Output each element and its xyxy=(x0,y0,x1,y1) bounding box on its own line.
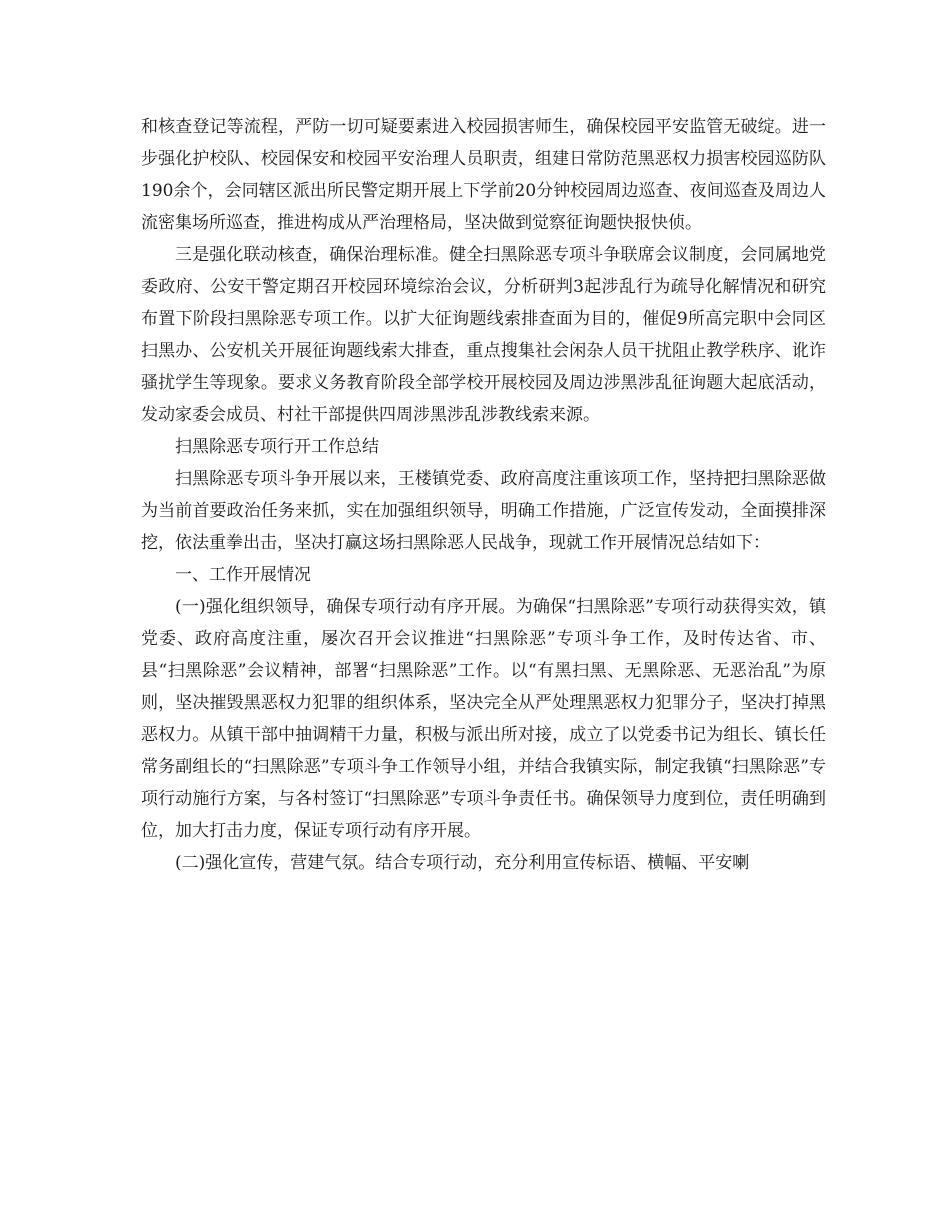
paragraph-joint-inspection: 三是强化联动核查，确保治理标准。健全扫黑除恶专项斗争联席会议制度，会同属地党委政府、公安干警定期召开校园环境综治会议，分析研判3起涉乱行为疏导化解情况和研究布置下阶段扫黑除恶专项工作。以扩大征询题线索排查面为目的，催促9所高完职中会同区扫黑办、公安机关开展征询题线索大排查，重点搜集社会闲杂人员干扰阻止教学秩序、讹诈骚扰学生等现象。要求义务教育阶段全部学校开展校园及周边涉黑涉乱征询题大起底活动，发动家委会成员、村社干部提供四周涉黑涉乱涉教线索来源。 xyxy=(141,245,826,425)
section-title: 扫黑除恶专项行开工作总结 xyxy=(175,437,379,457)
paragraph-publicity: (二)强化宣传，营建气氛。结合专项行动，充分利用宣传标语、横幅、平安喇 xyxy=(175,853,750,873)
paragraph-introduction: 扫黑除恶专项斗争开展以来，王楼镇党委、政府高度注重该项工作，坚持把扫黑除恶做为当前首要政治任务来抓，实在加强组织领导，明确工作措施，广泛宣传发动，全面摸排深挖，依法重拳出击，坚决打赢这场扫黑除恶人民战争，现就工作开展情况总结如下： xyxy=(141,469,826,553)
paragraph-campus-patrol: 和核查登记等流程，严防一切可疑要素进入校园损害师生，确保校园平安监管无破绽。进一步强化护校队、校园保安和校园平安治理人员职责，组建日常防范黑恶权力损害校园巡防队190余个，会同辖区派出所民警定期开展上下学前20分钟校园周边巡查、夜间巡查及周边人流密集场所巡查，推进构成从严治理格局，坚决做到觉察征询题快报快侦。 xyxy=(141,117,826,233)
document-page xyxy=(141,111,826,879)
paragraph-organization-leadership: (一)强化组织领导，确保专项行动有序开展。为确保“扫黑除恶”专项行动获得实效，镇党委、政府高度注重，屡次召开会议推进“扫黑除恶”专项斗争工作，及时传达省、市、县“扫黑除恶”会议精神，部署“扫黑除恶”工作。以“有黑扫黑、无黑除恶、无恶治乱”为原则，坚决摧毁黑恶权力犯罪的组织体系，坚决完全从严处理黑恶权力犯罪分子，坚决打掉黑恶权力。从镇干部中抽调精干力量，积极与派出所对接，成立了以党委书记为组长、镇长任常务副组长的“扫黑除恶”专项斗争工作领导小组，并结合我镇实际，制定我镇“扫黑除恶”专项行动施行方案，与各村签订“扫黑除恶”专项斗争责任书。确保领导力度到位，责任明确到位，加大打击力度，保证专项行动有序开展。 xyxy=(141,597,826,841)
heading-work-status: 一、工作开展情况 xyxy=(175,565,311,585)
